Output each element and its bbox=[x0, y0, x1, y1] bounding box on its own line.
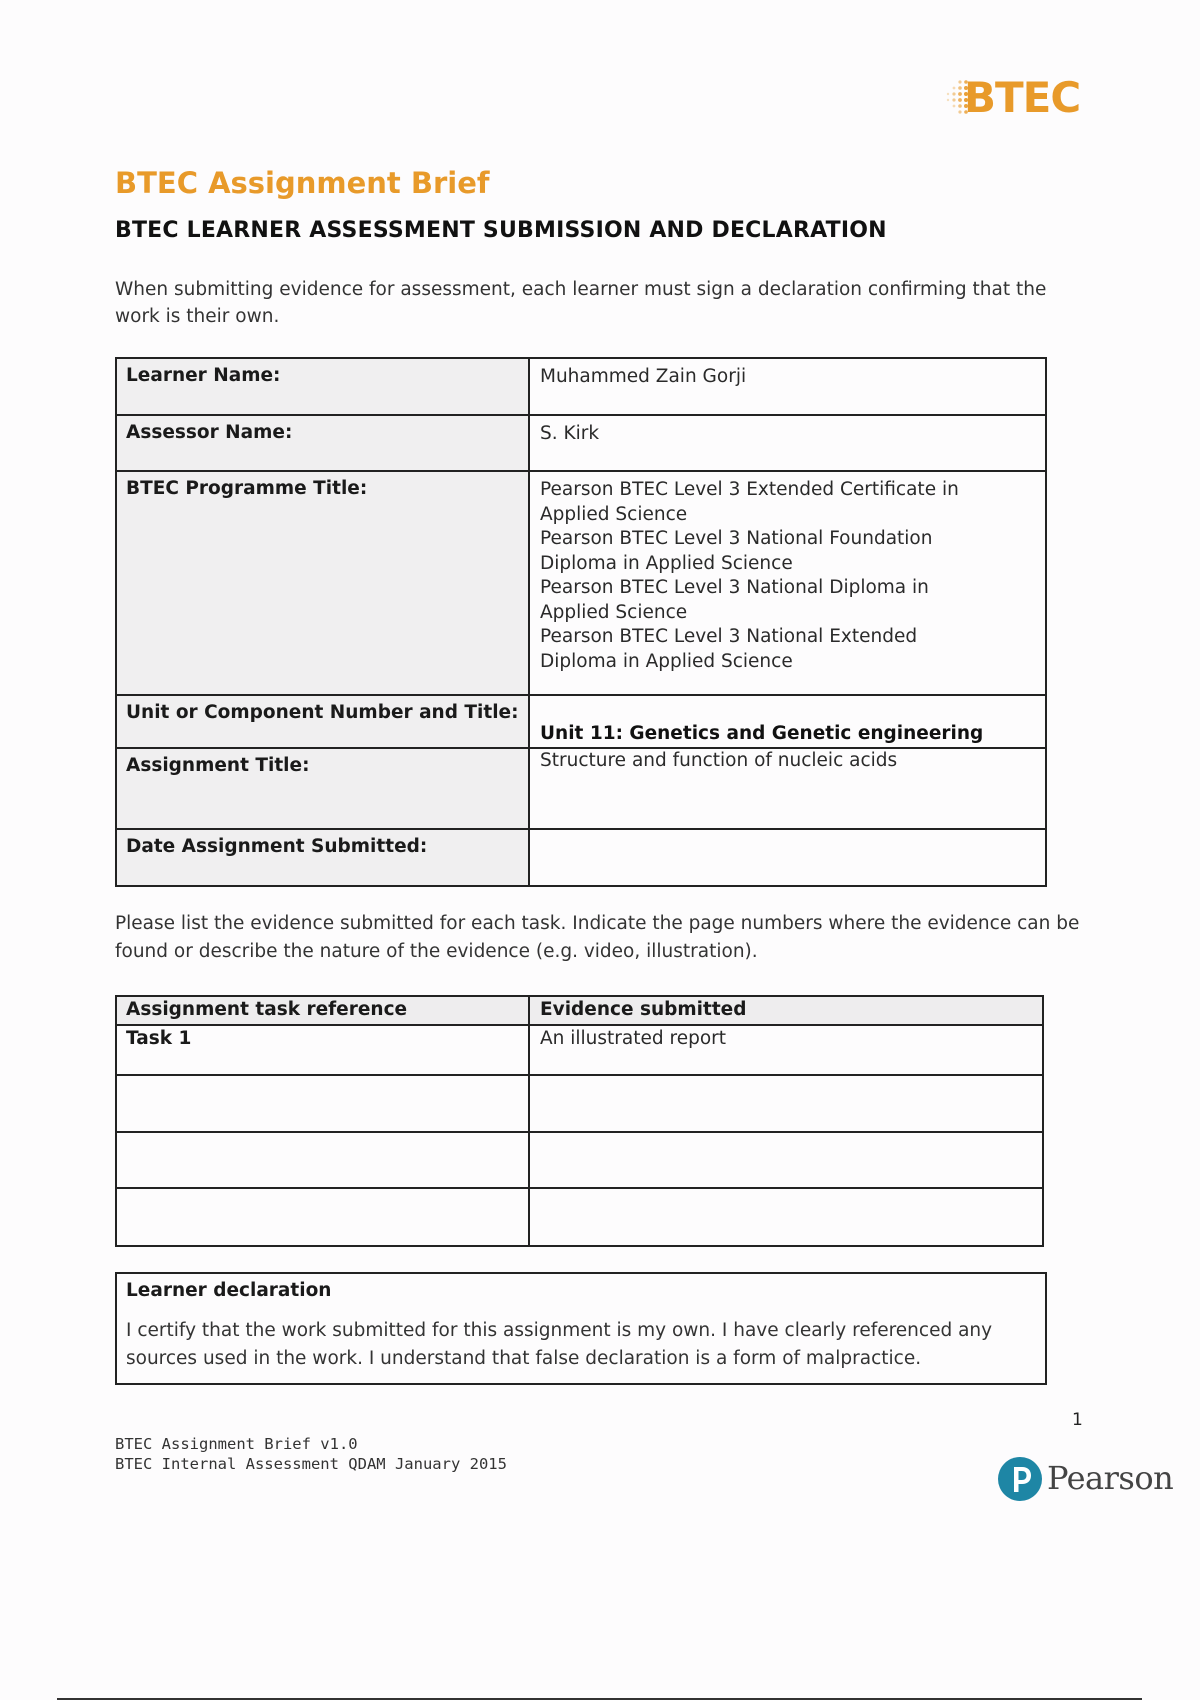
declaration-text: I certify that the work submitted for this assignment is my own. I have clearly referenced any sources used in the work. I understand that false declaration is a form of malpractice. bbox=[126, 1320, 993, 1369]
table-row bbox=[117, 1026, 1042, 1076]
table-row bbox=[117, 1133, 1042, 1189]
evidence-table-header bbox=[117, 997, 1042, 1026]
learner-name-row bbox=[117, 359, 1045, 416]
footer-version: BTEC Assignment Brief v1.0 bbox=[115, 1435, 358, 1453]
declaration-title: Learner declaration bbox=[126, 1280, 332, 1301]
page-title: BTEC Assignment Brief bbox=[115, 166, 490, 200]
footer bbox=[115, 1434, 507, 1474]
evidence-cell bbox=[530, 1133, 1042, 1187]
evidence-table bbox=[115, 995, 1044, 1247]
evidence-instructions: Please list the evidence submitted for each task. Indicate the page numbers where the evidence can be found or describe the nature of the evidence (e.g. video, illustration). bbox=[115, 913, 1080, 962]
assessor-name-label: Assessor Name: bbox=[117, 416, 530, 470]
assignment-title-row bbox=[117, 749, 1045, 830]
footer-qdam: BTEC Internal Assessment QDAM January 2015 bbox=[115, 1455, 507, 1473]
date-submitted-label: Date Assignment Submitted: bbox=[117, 830, 530, 885]
programme-line: Pearson BTEC Level 3 National Foundation bbox=[540, 528, 933, 549]
assessor-name-row bbox=[117, 416, 1045, 472]
page-number: 1 bbox=[1072, 1410, 1083, 1430]
learner-name-value: Muhammed Zain Gorji bbox=[540, 366, 747, 387]
programme-title-value bbox=[530, 472, 1045, 694]
learner-declaration-box bbox=[115, 1272, 1047, 1385]
assignment-title-label: Assignment Title: bbox=[117, 749, 530, 828]
assignment-title-value: Structure and function of nucleic acids bbox=[540, 750, 898, 771]
unit-title-row bbox=[117, 696, 1045, 749]
column-header-evidence: Evidence submitted bbox=[540, 999, 747, 1020]
date-submitted-row bbox=[117, 830, 1045, 885]
unit-title-value: Unit 11: Genetics and Genetic engineering bbox=[540, 723, 984, 744]
assessor-name-value: S. Kirk bbox=[540, 423, 600, 444]
pearson-logo bbox=[997, 1454, 1174, 1506]
evidence-cell: An illustrated report bbox=[540, 1028, 727, 1049]
evidence-cell bbox=[530, 1189, 1042, 1245]
programme-title-label: BTEC Programme Title: bbox=[117, 472, 530, 694]
programme-line: Diploma in Applied Science bbox=[540, 552, 793, 574]
task-cell: Task 1 bbox=[117, 1026, 530, 1074]
programme-line: Pearson BTEC Level 3 National Diploma in bbox=[540, 577, 929, 598]
task-cell bbox=[117, 1076, 530, 1131]
pearson-p-icon bbox=[997, 1454, 1043, 1504]
evidence-cell bbox=[530, 1076, 1042, 1131]
programme-line: Diploma in Applied Science bbox=[540, 650, 793, 672]
table-row bbox=[117, 1189, 1042, 1245]
unit-title-label: Unit or Component Number and Title: bbox=[117, 696, 530, 747]
task-cell bbox=[117, 1133, 530, 1187]
intro-text: When submitting evidence for assessment, each learner must sign a declaration confirming that the work is their own. bbox=[115, 279, 1047, 327]
btec-wordmark: BTEC bbox=[964, 73, 1081, 122]
programme-line: Applied Science bbox=[540, 601, 688, 623]
programme-line: Pearson BTEC Level 3 National Extended bbox=[540, 626, 918, 647]
learner-name-label: Learner Name: bbox=[117, 359, 530, 414]
task-cell bbox=[117, 1189, 530, 1245]
pearson-wordmark: Pearson bbox=[1047, 1459, 1174, 1497]
programme-line: Applied Science bbox=[540, 503, 688, 525]
table-row bbox=[117, 1076, 1042, 1133]
programme-title-row bbox=[117, 472, 1045, 696]
btec-logo bbox=[942, 72, 1092, 124]
column-header-task: Assignment task reference bbox=[117, 997, 530, 1024]
programme-line: Pearson BTEC Level 3 Extended Certificate in bbox=[540, 479, 959, 500]
date-submitted-value bbox=[530, 830, 1045, 885]
learner-details-table bbox=[115, 357, 1047, 887]
page-subtitle: BTEC LEARNER ASSESSMENT SUBMISSION AND DECLARATION bbox=[115, 218, 887, 243]
